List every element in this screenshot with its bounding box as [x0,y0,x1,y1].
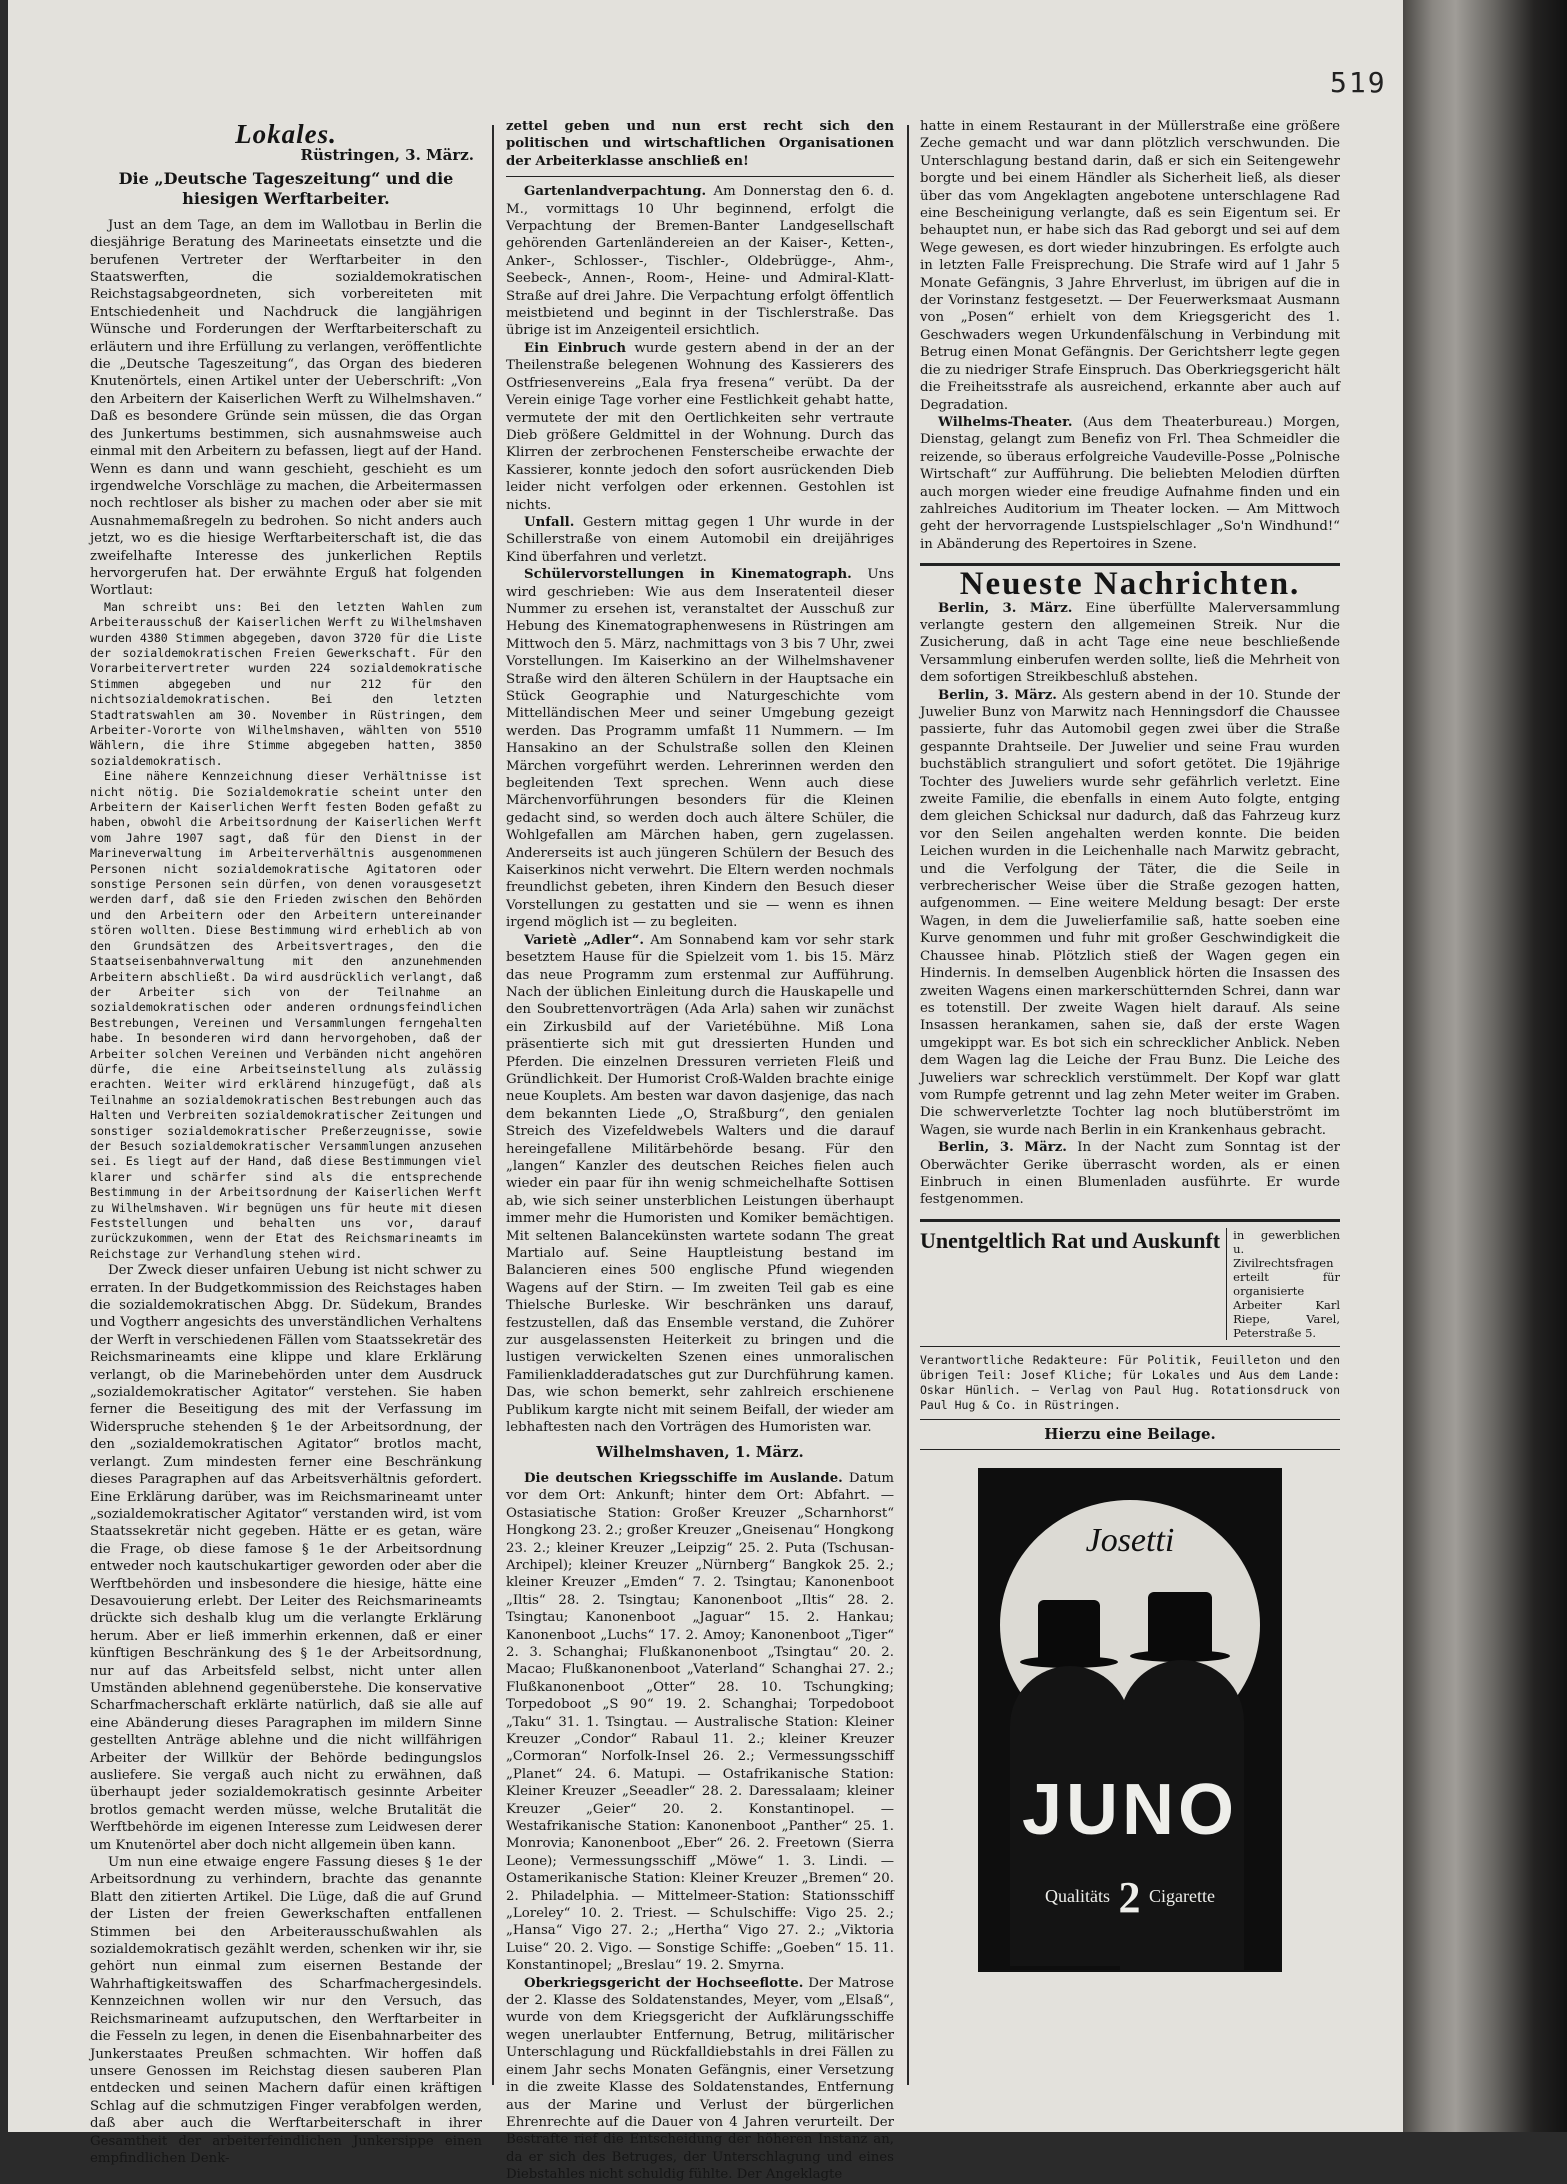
article-continuation: zettel geben und nun erst recht sich den politischen und wirtschaftlichen Organisationen der Arbeiterklasse anschließ en! [506,119,894,169]
newspaper-page [8,0,1403,2183]
news-dateline: Berlin, 3. März. [938,600,1073,616]
article-headline: Die „Deutsche Tageszeitung“ und die hiesigen Werftarbeiter. [118,168,454,208]
news-item-text: Als gestern abend in der 10. Stunde der Juwelier Bunz von Marwitz nach Henningsdorf die Chaussee passierte, fuhr das Automobil gegen zwei über die Straße gespannte Drahtseile. Der Juwelier und seine Frau wurden buchstäblich stranguliert und sofort getötet. Die 19jährige Tochter des Juweliers wurde sehr gefährlich verletzt. Eine zweite Familie, die ebenfalls in einem Auto folgte, entging dem gleichen Schicksal nur dadurch, daß das Fahrzeug kurz vor den Seilen angehalten werden konnte. Die beiden Leichen wurden in die Leichenhalle nach Marwitz gebracht, und die Verfolgung der Täter, die die Seile in verbrecherischer Weise über die Straße gezogen hatten, aufgenommen. — Eine weitere Meldung besagt: Der erste Wagen, in dem die Juwelierfamilie saß, hatte soeben eine Kurve genommen und fuhr mit großer Geschwindigkeit die Chaussee hinab. Plötzlich stieß der Wagen gegen ein Hindernis. In demselben Augenblick hörten die Insassen des zweiten Wagens einen markerschütternden Schrei, dann war es totenstill. Der zweite Wagen hielt darauf. Als seine Insassen herankamen, sahen sie, daß der erste Wagen umgekippt war. Es bot sich ein schrecklicher Anblick. Neben dem Wagen lag die Leiche der Frau Bunz. Die Leiche des Juweliers war schrecklich verstümmelt. Der Kopf war glatt vom Rumpfe getrennt und lag zehn Meter weiter im Graben. Die schwerverletzte Tochter lag noch blutüberströmt im Wagen, sie wurde nach Berlin in ein Krankenhaus gebracht. [920,687,1340,1138]
quoted-paragraph: Eine nähere Kennzeichnung dieser Verhältnisse ist nicht nötig. Die Sozialdemokratie scheint unter den Arbeitern der Kaiserlichen Werft festen Boden gefaßt zu haben, obwohl die Arbeitsordnung der Kaiserlichen Werft vom Jahre 1907 sagt, daß für den Dienst in der Marineverwaltung im Arbeiterverhältnis ausgenommenen Personen nicht sozialdemokratische Agitatoren oder sonstige Personen sein dürfen, von denen vorausgesetzt werden darf, daß sie den Frieden zwischen den Behörden und den Arbeitern oder den Arbeitern untereinander stören wollten. Diese Bestimmung wird erheblich ab von den Grundsätzen des Arbeitsvertrages, den die Staatseisenbahnverwaltung mit den anzunehmenden Arbeitern abschließt. Da wird ausdrücklich verlangt, daß der Arbeiter sich von der Teilnahme an sozialdemokratischen oder anderen ordnungsfeindlichen Bestrebungen, Vereinen und Versammlungen ferngehalten habe. In besonderen wird dann hervorgehoben, daß der Arbeiter solchen Vereinen und Verbänden nicht angehören dürfe, die eine Arbeitseinstellung als zulässig erachten. Weiter wird erklärend hinzugefügt, daß als Teilnahme an sozialdemokratischen Bestrebungen auch das Halten und Verbreiten sozialdemokratischer Zeitungen und sonstiger sozialdemokratischer Preßerzeugnisse, sowie der Besuch sozialdemokratischer Versammlungen anzusehen sei. Es liegt auf der Hand, daß diese Bestimmungen viel klarer und schärfer sind als die entsprechende Bestimmung in der Arbeitsordnung der Kaiserlichen Werft zu Wilhelmshaven. Wir begnügen uns für heute mit diesen Feststellungen und behalten uns vor, darauf zurückzukommen, wenn der Etat des Reichsmarineamts im Reichstage zur Verhandlung stehen wird. [90,769,482,1261]
advice-title: Unentgeltlich Rat und Auskunft [920,1227,1221,1253]
advice-text: in gewerblichen u. Zivilrechtsfragen erteilt für organisierte Arbeiter Karl Riepe, Varel, Peterstraße 5. [1226,1228,1340,1340]
news-item [506,932,894,1437]
juno-cigarette-advertisement [978,1468,1282,1972]
news-item-text: In der Nacht zum Sonntag ist der Oberwächter Gerike überrascht worden, als er einen Einbruch in einen Blumenladen ausführte. Er wurde festgenommen. [920,1140,1341,1208]
news-item-title: Ein Einbruch [524,340,627,356]
divider [920,1449,1340,1450]
ad-tagline-right: Cigarette [1149,1886,1215,1907]
news-dateline: Berlin, 3. März. [938,1140,1067,1156]
news-item [920,600,1340,687]
column-middle [506,118,894,2183]
news-item-text: Am Sonnabend kam vor sehr stark besetztem Hause für die Spielzeit vom 1. bis 15. März das neue Programm zum erstenmal zur Aufführung. Nach der üblichen Einleitung durch die Hauskapelle und den Soubrettenvorträgen (Ada Arla) sahen wir zunächst ein Zirkusbild auf der Varietébühne. Miß Lona präsentierte sich mit gut dressierten Hunden und Pferden. Die einzelnen Dressuren verrieten Fleiß und Gründlichkeit. Der Humorist Croß-Walden brachte einige neue Kouplets. Am besten war davon dasjenige, das nach dem bekannten Liede „O, Straßburg“, den genialen Streich des Vizefeldwebels Walters und die darauf hereingefallene Militärbehörde besang. Für den „langen“ Kanzler des deutschen Reiches fielen auch wieder ein paar für ihn wenig schmeichelhafte Sottisen ab, wie sich seiner unsterblichen Leistungen überhaupt immer mehr die Humoristen und Komiker bemächtigen. Mit seltenen Balancekünsten wartete sodann The great Martialo auf. Seine Hauptleistung bestand im Balancieren eines 500 englische Pfund wiegenden Wagens auf der Stirn. — Im zweiten Teil gab es eine Thielsche Burleske. Wir beschränken uns darauf, festzustellen, daß das Ensemble verstand, die Zuhörer zur ausgelassensten Heiterkeit zu bringen und die lustigen verwickelten Szenen eines unmoralischen Familienkladderadatsches gut zur Durchführung kamen. Das, wie schon bemerkt, sehr zahlreich erschienene Publikum kargte nicht mit seinem Beifall, der wieder am lebhaftesten nach den Vorträgen des Humoristen war. [506,932,894,1436]
book-spine [1403,0,1567,2132]
ad-figure-hat [1038,1600,1100,1662]
news-item [506,566,894,932]
news-item-text: Uns wird geschrieben: Wie aus dem Inseratenteil dieser Nummer zu ersehen ist, veranstaltet der Ausschuß zur Hebung des Kinematographenwesens in Rüstringen am Mittwoch den 5. März, nachmittags von 3 bis 7 Uhr, zwei Vorstellungen. Im Kaiserkino an der Wilhelmshavener Straße wird den älteren Schülern in der Hauptsache ein Stück Geographie und Naturgeschichte vom Mittelländischen Meer und seiner Umgebung gezeigt werden. Das Programm umfaßt 11 Nummern. — Im Hansakino an der Schulstraße sollen den Kleinen Märchen vorgeführt werden. Lehrerinnen werden den begleitenden Text sprechen. Wenn auch diese Märchenvorführungen besonders für die Kleinen gedacht sind, so werden doch auch ältere Schüler, die Wohlgefallen am Märchen haben, gern zugelassen. Andererseits ist auch jüngeren Schülern der Besuch des Kaiserkinos nicht verwehrt. Die Eltern werden nochmals freundlichst gebeten, ihren Kindern den Besuch dieser Vorstellungen zu gestatten und sie — wenn es ihnen irgend möglich ist — zu begleiten. [506,567,894,931]
theater-text: (Aus dem Theaterbureau.) Morgen, Dienstag, gelangt zum Benefiz von Frl. Thea Schmeidler die reizende, so überaus erfolgreiche Vaudeville-Posse „Polnische Wirtschaft“ zur Aufführung. Die beliebten Melodien dürften auch morgen wieder eine freudige Aufnahme finden und ein zahlreiches Auditorium im Theater locken. — Am Mittwoch geht der hervorragende Lustspielschlager „So'n Windhund!“ in Abänderung des Repertoires in Szene. [920,414,1340,552]
news-item-title: Unfall. [524,514,575,530]
news-item [920,1139,1340,1209]
ad-figure-hat [1148,1592,1212,1656]
news-item-text: wurde gestern abend in der an der Theilenstraße belegenen Wohnung des Kassierers des Ostfriesenvereins „Eala frya fresena“ verübt. Da der Verein einige Tage vorher eine Festlichkeit gehabt hatte, vermutete der mit den Oertlichkeiten sehr vertraute Dieb größere Geldmittel in der Wohnung. Durch das Klirren der zerbrochenen Fensterscheibe erwachte der Kassierer, konnte jedoch den sofort ausrückenden Dieb leider nicht verfolgen oder erkennen. Gestohlen ist nichts. [506,340,894,513]
news-item-text: Gestern mittag gegen 1 Uhr wurde in der Schillerstraße von einem Automobil ein dreijähriges Kind überfahren und verletzt. [506,514,894,565]
column-rule [907,125,909,2085]
article-paragraph: Um nun eine etwaige engere Fassung dieses § 1e der Arbeitsordnung zu verhindern, brachte das genannte Blatt den zitierten Artikel. Die Lüge, daß die auf Grund der Listen der freien Gewerkschaften entfallenen Stimmen bei den Arbeiterausschußwahlen als sozialdemokratisch gezählt werden, schenken wir ihr, sie gehört nun einmal zum eisernen Bestande der Wahrhaftigkeitswaffen des Scharfmachergesindels. Kennzeichnen wollen wir nur den Versuch, das Reichsmarineamt aufzuputschen, den Werftarbeiter in die Fesseln zu legen, in denen die Eisenbahnarbeiter des Junkerstaates Preußen schmachten. Wir hoffen daß unsere Genossen im Reichstag diesen sauberen Plan entdecken und seinen Machern dafür einen kräftigen Schlag auf die schmutzigen Finger verabfolgen werden, daß aber auch die Werftarbeiterschaft in ihrer Gesamtheit der arbeiterfeindlichen Junkersippe einen empfindlichen Denk- [90,1855,482,2166]
news-item-text: Der Matrose der 2. Klasse des Soldatenstandes, Meyer, vom „Elsaß“, wurde von dem Kriegsgericht der Aufklärungsschiffe wegen unerlaubter Entfernung, Betrug, militärischer Unterschlagung und Rückfalldiebstahls in drei Fällen zu einem Jahr sechs Monaten Gefängnis, einer Versetzung in die zweite Klasse des Soldatenstandes, Entfernung aus der Marine und Verlust der bürgerlichen Ehrenrechte auf die Dauer von 4 Jahren verurteilt. Der Bestrafte rief die Entscheidung der höheren Instanz an, da er sich des Betruges, der Unterschlagung und eines Diebstahles nicht schuldig fühlte. Der Angeklagte [506,1975,894,2183]
quoted-article [90,600,482,1262]
page-number: 519 [1330,66,1387,99]
ad-price: 2 [1118,1873,1141,1923]
column-left [90,118,482,2166]
dateline: Rüstringen, 3. März. [300,146,474,165]
section-title-lokales: Lokales. [235,119,337,149]
quoted-paragraph: Man schreibt uns: Bei den letzten Wahlen zum Arbeiterausschuß der Kaiserlichen Werft zu Wilhelmshaven wurden 4380 Stimmen abgegeben, davon 3720 für die Liste der sozialdemokratischen Freien Gewerkschaft. Für den Vorarbeitervertreter wurden 224 sozialdemokratische Stimmen abgegeben und nur 212 für den nichtsozialdemokratischen. Bei den letzten Stadtratswahlen am 30. November in Rüstringen, dem Arbeiter-Vororte von Wilhelmshaven, wählten von 5510 Wählern, die ihre Stimme abgegeben hatten, 3850 sozialdemokratisch. [90,599,482,768]
news-item-text: Eine überfüllte Malerversammlung verlangte gestern den allgemeinen Streik. Nur die Zusicherung, daß in acht Tage eine neue beschließende Versammlung einberufen werden sollte, ließ die Mehrheit von dem sofortigen Streikbeschluß abstehen. [920,600,1341,686]
theater-notice [920,414,1340,553]
imprint: Verantwortliche Redakteure: Für Politik, Feuilleton und den übrigen Teil: Josef Kliche; für Lokales und Aus dem Lande: Oskar Hünlich. — Verlag von Paul Hug. Rotationsdruck von Paul Hug & Co. in Rüstringen. [920,1352,1340,1412]
news-item-text: Am Donnerstag den 6. d. M., vormittags 10 Uhr beginnend, erfolgt die Verpachtung der Bremen-Banter Landgesellschaft gehörenden Gartenländereien an der Kaiser-, Ketten-, Anker-, Schlosser-, Tischler-, Oldebrügge-, Ahm-, Seebeck-, Annen-, Room-, Heine- und Admiral-Klatt-Straße auf drei Jahre. Die Verpachtung erfolgt öffentlich meistbietend und beginnt in der Tischlerstraße. Das übrige ist im Anzeigenteil ersichtlich. [506,184,894,339]
theater-title: Wilhelms-Theater. [938,414,1073,430]
news-item [506,183,894,340]
dateline-wilhelmshaven: Wilhelmshaven, 1. März. [596,1443,804,1462]
article-paragraph: Just an dem Tage, an dem im Wallotbau in Berlin die diesjährige Beratung des Marineetats einsetzte und die berufenen Vertreter der Werftarbeiter in den Staatswerften, die sozialdemokratischen Reichstagsabgeordneten, sich vorbereiteten mit Entschiedenheit und Nachdruck die langjährigen Wünsche und Forderungen der Werftarbeiterschaft zu erläutern und ihre Erfüllung zu verlangen, veröffentlichte die „Deutsche Tageszeitung“, das Organ des biederen Knutenörtels, einen Artikel unter der Ueberschrift: „Von den Arbeitern der Kaiserlichen Werft zu Wilhelmshaven.“ Daß es besondere Gründe sein müssen, die das Organ des Junkertums bestimmen, sich ausnahmsweise auch einmal mit den Arbeitern zu befassen, liegt auf der Hand. Wenn es dann und wann geschieht, geschieht es um irgendwelche Vorschläge zu machen, die Arbeitermassen noch rechtloser als bisher zu machen oder aber sie mit Ausnahmemaßregeln zu bedrohen. So nicht anders auch jetzt, wo es die hiesige Werftarbeiterschaft ist, die das zweifelhafte Interesse des junkerlichen Reptils hervorgerufen hat. Der erwähnte Erguß hat folgenden Wortlaut: [90,217,482,599]
news-item [506,340,894,514]
news-item [920,687,1340,1140]
news-item-title: Oberkriegsgericht der Hochseeflotte. [524,1975,804,1991]
supplement-note: Hierzu eine Beilage. [1044,1424,1216,1443]
divider [920,1219,1340,1222]
column-rule [492,125,494,2085]
ad-product-name: JUNO [1021,1770,1239,1851]
advice-notice [920,1228,1340,1340]
news-item-title: Die deutschen Kriegsschiffe im Auslande. [524,1470,843,1486]
ad-tagline-left: Qualitäts [1045,1886,1110,1907]
ad-brand-logo: Josetti [1085,1522,1175,1560]
news-item [506,1470,894,1975]
section-title-neueste-nachrichten: Neueste Nachrichten. [959,566,1301,603]
divider [920,1419,1340,1420]
news-item-title: Schülervorstellungen in Kinematograph. [524,567,852,583]
article-paragraph: Der Zweck dieser unfairen Uebung ist nicht schwer zu erraten. In der Budgetkommission des Reichstages haben die sozialdemokratischen Abgg. Dr. Südekum, Brandes und Vogtherr angesichts des unverständlichen Verhaltens der Werft in verschiedenen Fällen vom Staatssekretär des Reichsmarineamts eine klippe und klare Erklärung verlangt, ob die Marinebehörden unter dem Ausdruck „sozialdemokratischer Agitator“ verstehen. Sie haben ferner die Beseitigung des mit der Verfassung im Widerspruche stehenden § 1e der Arbeitsordnung, der den „sozialdemokratischen Agitator“ brotlos macht, verlangt. Zum mindesten ferner eine Beschränkung dieses Paragraphen auf das Arbeitsverhältnis gefordert. Eine Erklärung darüber, was im Reichsmarineamt unter „sozialdemokratischer Agitator“ verstanden wird, ist vom Staatssekretär nicht gegeben. Hätte er es getan, wäre die Frage, ob diese famose § 1e der Arbeitsordnung entweder noch kautschukartiger geworden oder aber die Werftbehörden und insbesondere die hiesige, hätte eine Desavouierung erlebt. Der Leiter des Reichsmarineamts drückte sich deshalb klug um die verlangte Erklärung herum. Aber er ließ immerhin erkennen, daß er einer künftigen Beschränkung des § 1e der Arbeitsordnung, nur auf das Arbeitsfeld selbst, nicht unter allen Umständen ablehnend gegenüberstehe. Die konservative Scharfmacherschaft erklärte natürlich, daß sie alle auf eine Abänderung dieses Paragraphen im mildern Sinne gestellten Anträge ablehne und die nicht willfährigen Arbeiter der Willkür der Behörde bedingungslos ausliefere. Sie vergaß auch nicht zu erwähnen, daß überhaupt jeder sozialdemokratisch gesinnte Arbeiter brotlos gemacht werden müsse, welche Brutalität die Werftbehörde im eigenen Interesse zum Leidwesen derer um Knutenörtel aber doch nicht allgemein üben kann. [90,1263,482,1853]
news-item-title: Gartenlandverpachtung. [524,184,707,200]
divider [506,176,894,177]
news-dateline: Berlin, 3. März. [938,687,1057,703]
news-item-title: Varietè „Adler“. [524,932,645,948]
article-continuation: hatte in einem Restaurant in der Müllerstraße eine größere Zeche gemacht und war dann plötzlich verschwunden. Die Unterschlagung bestand darin, daß er sich ein Seitengewehr borgte und bei einem Händler als Sicherheit ließ, als dieser über das vom Angeklagten angebotene unterschlagene Rad eine Bescheinigung verlangte, daß es sein Eigentum sei. Er behauptet nun, er habe sich das Rad geborgt und sei auf dem Wege gewesen, es dort wieder hinzubringen. Es erfolgte auch in letzten Falle Freisprechung. Die Strafe wird auf 1 Jahr 5 Monate Gefängnis, 3 Jahre Ehrverlust, im übrigen auf die in der Vorinstanz festgesetzt. — Der Feuerwerksmaat Ausmann von „Posen“ erhielt von dem Kriegsgericht des 1. Geschwaders wegen Urkundenfälschung in Verbindung mit Betrug einen Monat Gefängnis. Der Gerichtsherr legte gegen die zu niedriger Strafe Einspruch. Das Oberkriegsgericht hält die Freiheitsstrafe als ausreichend, erkannte aber auch auf Degradation. [920,119,1340,413]
ad-tagline [980,1873,1280,1923]
column-right [920,118,1340,2108]
divider [920,1346,1340,1347]
news-item [506,514,894,566]
news-item-text: Datum vor dem Ort: Ankunft; hinter dem Ort: Abfahrt. — Ostasiatische Station: Großer Kreuzer „Scharnhorst“ Hongkong 23. 2.; großer Kreuzer „Gneisenau“ Hongkong 23. 2.; kleiner Kreuzer „Leipzig“ 25. 2. Puta (Tschusan-Archipel); kleiner Kreuzer „Nürnberg“ Bangkok 25. 2.; kleiner Kreuzer „Emden“ 7. 2. Tsingtau; Kanonenboot „Iltis“ 28. 2. Tsingtau; Kanonenboot „Iltis“ 28. 2. Tsingtau; Kanonenboot „Jaguar“ 15. 2. Hankau; Kanonenboot „Luchs“ 17. 2. Amoy; Kanonenboot „Tiger“ 2. 3. Schanghai; Flußkanonenboot „Tsingtau“ 20. 2. Macao; Flußkanonenboot „Vaterland“ Schanghai 27. 2.; Flußkanonenboot „Otter“ 28. 10. Tschungking; Torpedoboot „S 90“ 19. 2. Schanghai; Torpedoboot „Taku“ 31. 1. Tsingtau. — Australische Station: Kleiner Kreuzer „Condor“ Rabaul 11. 2.; kleiner Kreuzer „Cormoran“ Norfolk-Insel 26. 2.; Vermessungsschiff „Planet“ 24. 6. Matupi. — Ostafrikanische Station: Kleiner Kreuzer „Seeadler“ 28. 2. Daressalaam; kleiner Kreuzer „Geier“ 20. 2. Konstantinopel. — Westafrikanische Station: Kanonenboot „Panther“ 25. 1. Monrovia; Kanonenboot „Eber“ 26. 2. Freetown (Sierra Leone); Vermessungsschiff „Möwe“ 1. 3. Lindi. — Ostamerikanische Station: Kleiner Kreuzer „Bremen“ 20. 2. Philadelphia. — Mittelmeer-Station: Stationsschiff „Loreley“ 10. 2. Triest. — Schulschiffe: Vigo 25. 2.; „Hansa“ Vigo 27. 2.; „Hertha“ Vigo 27. 2.; „Viktoria Luise“ 20. 2. Vigo. — Sonstige Schiffe: „Goeben“ 15. 11. Konstantinopel; „Breslau“ 19. 2. Smyrna. [506,1470,894,1974]
news-item [506,1975,894,2184]
